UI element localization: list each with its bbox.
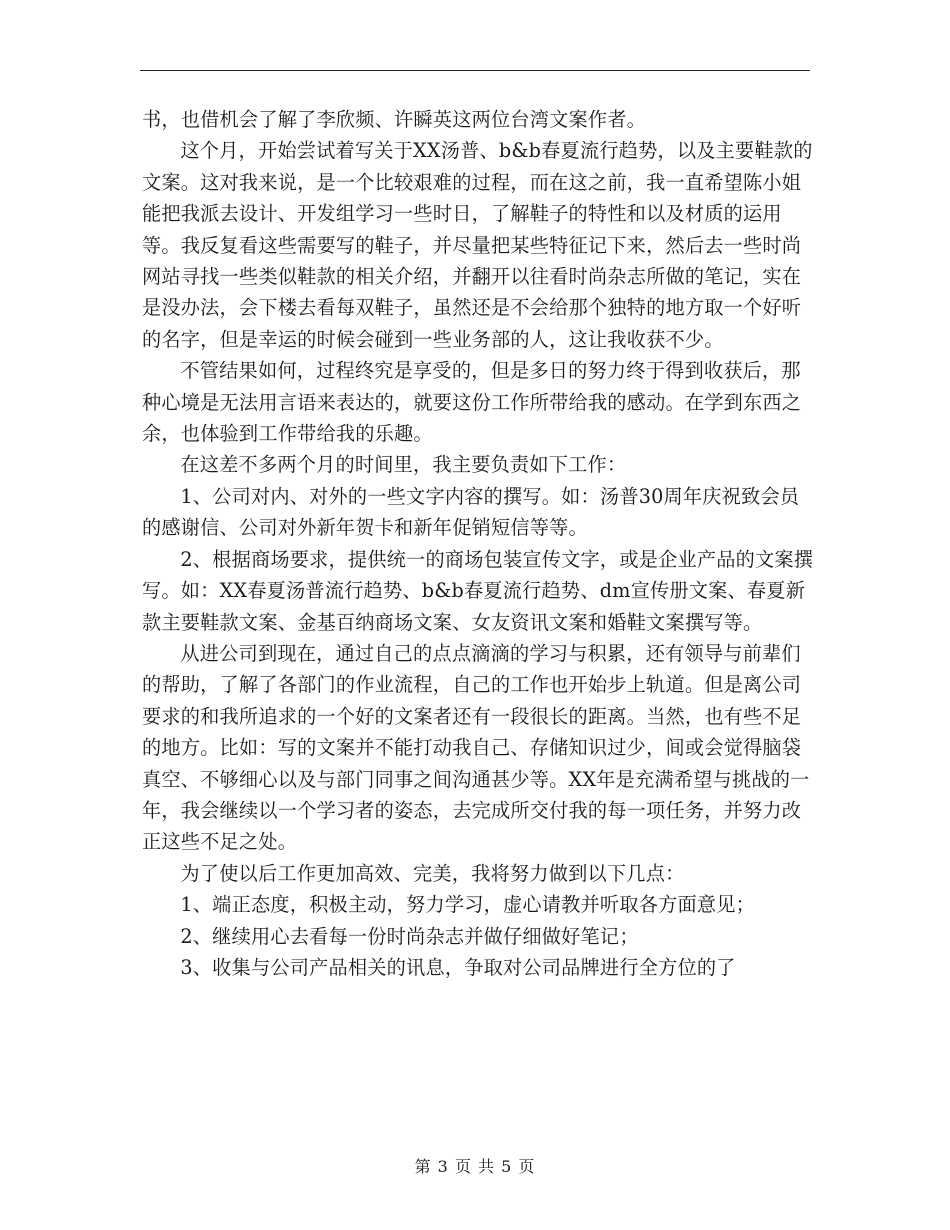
paragraph: 在这差不多两个月的时间里，我主要负责如下工作： — [180, 453, 627, 477]
page-footer: 第 3 页 共 5 页 — [414, 1157, 536, 1176]
document-body — [142, 104, 814, 983]
paragraph: 为了使以后工作更加高效、完美，我将努力做到以下几点： — [180, 861, 685, 885]
list-item: 3、收集与公司产品相关的讯息，争取对公司品牌进行全方位的了 — [180, 955, 736, 979]
paragraph: 这个月，开始尝试着写关于XX汤普、b&b春夏流行趋势，以及主要鞋款的文案。这对我来说，是一个比较艰难的过程，而在这之前，我一直希望陈小姐能把我派去设计、开发组学习一些时日，了解鞋子的特性和以及材质的运用等。我反复看这些需要写的鞋子，并尽量把某些特征记下来，然后去一些时尚网站寻找一些类似鞋款的相关介绍，并翻开以往看时尚杂志所做的笔记，实在是没办法，会下楼去看每双鞋子，虽然还是不会给那个独特的地方取一个好听的名字，但是幸运的时候会碰到一些业务部的人，这让我收获不少。 — [142, 139, 813, 351]
list-item: 2、继续用心去看每一份时尚杂志并做仔细做好笔记； — [180, 924, 639, 948]
paragraph: 不管结果如何，过程终究是享受的，但是多日的努力终于得到收获后，那种心境是无法用言语来表达的，就要这份工作所带给我的感动。在学到东西之余，也体验到工作带给我的乐趣。 — [142, 359, 802, 446]
list-item: 1、公司对内、对外的一些文字内容的撰写。如：汤普30周年庆祝致会员的感谢信、公司对外新年贺卡和新年促销短信等等。 — [142, 484, 800, 540]
paragraph: 从进公司到现在，通过自己的点点滴滴的学习与积累，还有领导与前辈们的帮助，了解了各部门的作业流程，自己的工作也开始步上轨道。但是离公司要求的和我所追求的一个好的文案者还有一段很长的距离。当然，也有些不足的地方。比如：写的文案并不能打动我自己、存储知识过少，间或会觉得脑袋真空、不够细心以及与部门同事之间沟通甚少等。XX年是充满希望与挑战的一年，我会继续以一个学习者的姿态，去完成所交付我的每一项任务，并努力改正这些不足之处。 — [142, 641, 810, 854]
header-rule — [140, 70, 810, 71]
list-item: 2、根据商场要求，提供统一的商场包装宣传文字，或是企业产品的文案撰写。如：XX春夏汤普流行趋势、b&b春夏流行趋势、dm宣传册文案、春夏新款主要鞋款文案、金基百纳商场文案、女友资讯文案和婚鞋文案撰写等。 — [142, 547, 814, 634]
list-item: 1、端正态度，积极主动，努力学习，虚心请教并听取各方面意见； — [180, 893, 756, 917]
paragraph-continuation: 书，也借机会了解了李欣频、许瞬英这两位台湾文案作者。 — [142, 108, 647, 131]
